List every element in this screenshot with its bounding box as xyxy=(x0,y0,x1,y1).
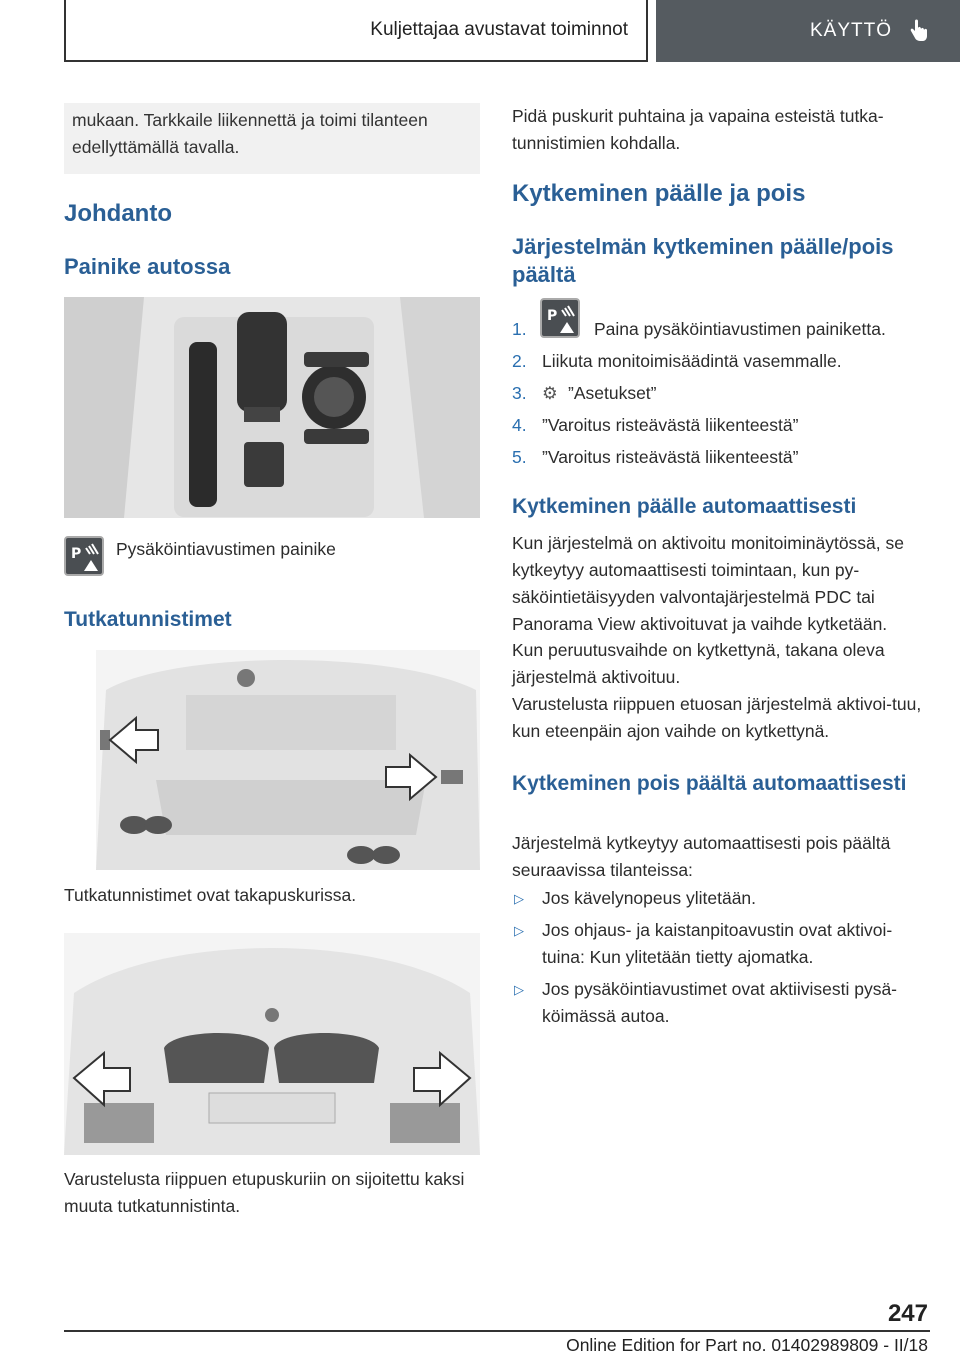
triangle-bullet-icon: ▷ xyxy=(514,891,524,906)
list-item: 1. Paina pysäköintiavustimen painiketta. xyxy=(512,319,886,339)
hand-pointer-icon xyxy=(906,19,930,43)
center-console-photo xyxy=(64,297,480,518)
running-header-title: Kuljettajaa avustavat toiminnot xyxy=(64,0,648,62)
svg-text:P: P xyxy=(547,308,558,324)
triangle-bullet-icon: ▷ xyxy=(514,982,524,997)
edition-footer: Online Edition for Part no. 01402989809 - II/18 xyxy=(566,1335,928,1355)
footer-rule xyxy=(64,1330,930,1332)
svg-text:P: P xyxy=(71,546,82,562)
heading-button-in-car: Painike autossa xyxy=(64,254,231,279)
list-item: ▷ Jos pysäköintiavustimet ovat aktiivisesti pysä-köimässä autoa. xyxy=(512,976,932,1030)
chapter-tab-label: KÄYTTÖ xyxy=(809,20,892,41)
auto-on-paragraph-1: Kun järjestelmä on aktivoitu monitoiminäytössä, se kytkeytyy automaattisesti toimintaan, kun py-säköintietäisyyden valvontajärjestelmä PDC tai Panorama View aktivoituvat ja vaihde kytketään. xyxy=(512,533,904,634)
park-assist-icon xyxy=(64,536,104,576)
intro-paragraph: Pidä puskurit puhtaina ja vapaina esteistä tutka-tunnistimien kohdalla. xyxy=(512,106,884,153)
page-number: 247 xyxy=(887,1300,928,1327)
auto-on-paragraph-2: Kun peruutusvaihde on kytkettynä, takana oleva järjestelmä aktivoituu. xyxy=(512,640,885,687)
list-item: ▷ Jos kävelynopeus ylitetään. xyxy=(512,885,932,912)
front-bumper-photo xyxy=(64,933,480,1155)
button-caption: Pysäköintiavustimen painike xyxy=(116,539,336,559)
list-item: 3. ⚙ ”Asetukset” xyxy=(512,377,932,409)
triangle-bullet-icon: ▷ xyxy=(514,923,524,938)
chapter-tab xyxy=(656,0,960,62)
list-item: ▷ Jos ohjaus- ja kaistanpitoavustin ovat aktivoi-tuina: Kun ylitetään tietty ajomatka. xyxy=(512,917,932,971)
auto-on-paragraph-3: Varustelusta riippuen etuosan järjestelmä aktivoi-tuu, kun eteenpäin ajon vaihde on kytkettynä. xyxy=(512,694,922,741)
warning-continuation: mukaan. Tarkkaile liikennettä ja toimi tilanteen edellyttämällä tavalla. xyxy=(64,103,480,174)
auto-off-paragraph: Järjestelmä kytkeytyy automaattisesti pois päältä seuraavissa tilanteissa: xyxy=(512,833,891,880)
list-item: 4. ”Varoitus risteävästä liikenteestä” xyxy=(512,415,799,435)
list-item: 2. Liikuta monitoimisäädintä vasemmalle. xyxy=(512,351,842,371)
heading-johdanto: Johdanto xyxy=(64,200,172,227)
heading-auto-off: Kytkeminen pois päältä automaattisesti xyxy=(512,772,907,795)
rear-bumper-photo xyxy=(96,650,480,870)
heading-system-on-off: Järjestelmän kytkeminen päälle/pois päältä xyxy=(512,234,894,287)
list-item: 5. ”Varoitus risteävästä liikenteestä” xyxy=(512,447,799,467)
heading-auto-on: Kytkeminen päälle automaattisesti xyxy=(512,495,857,518)
gear-icon: ⚙ xyxy=(542,383,558,403)
heading-switch-on-off: Kytkeminen päälle ja pois xyxy=(512,180,806,207)
front-sensors-caption: Varustelusta riippuen etupuskuriin on sijoitettu kaksi muuta tutkatunnistinta. xyxy=(64,1169,465,1216)
rear-sensors-caption: Tutkatunnistimet ovat takapuskurissa. xyxy=(64,885,357,905)
auto-off-bullets xyxy=(512,885,932,1035)
heading-radar-sensors: Tutkatunnistimet xyxy=(64,608,232,631)
steps-list xyxy=(512,313,932,473)
